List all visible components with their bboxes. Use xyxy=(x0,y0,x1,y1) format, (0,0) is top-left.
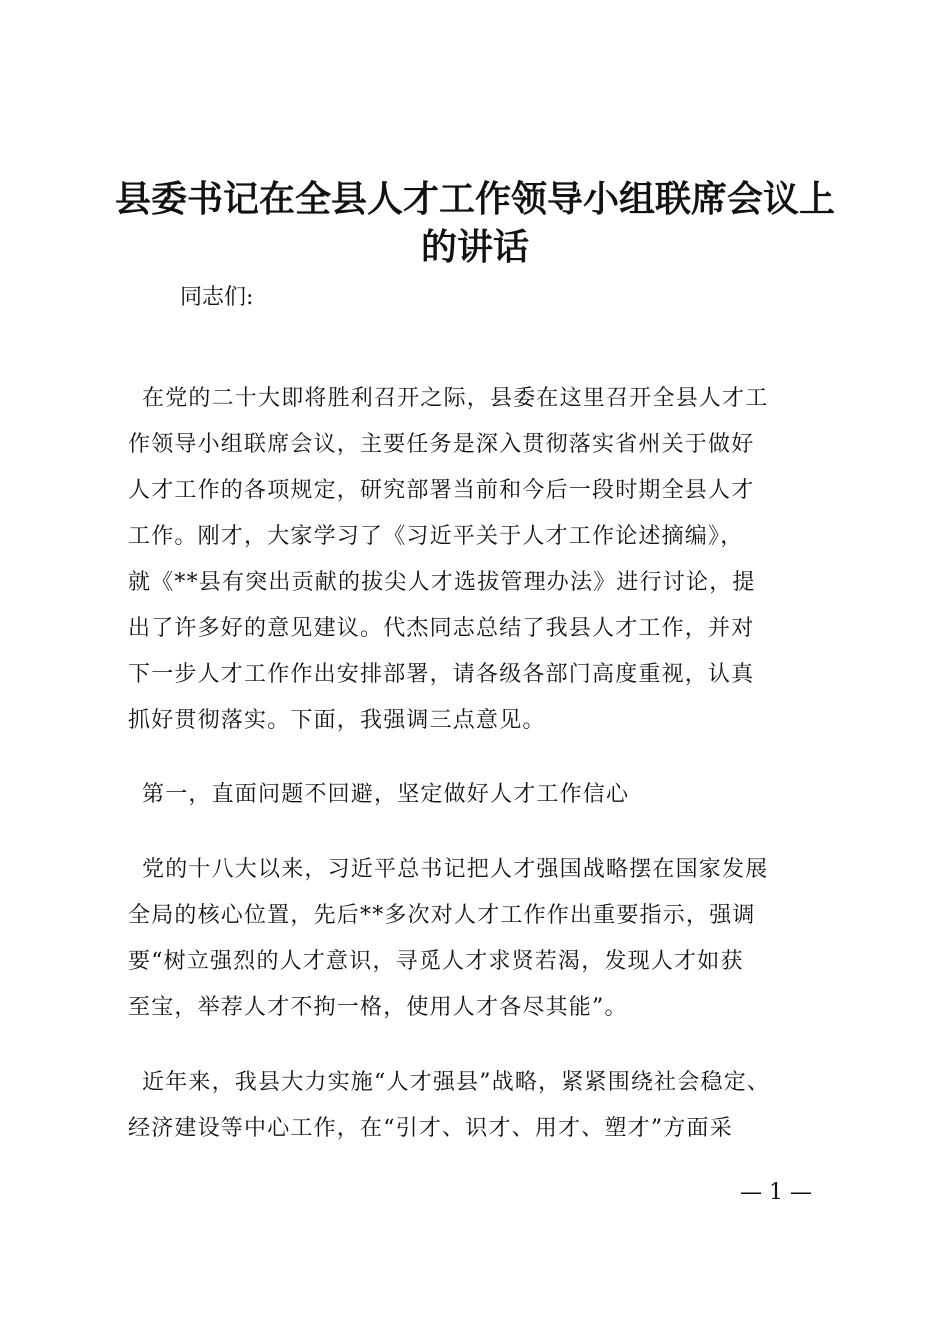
paragraph-2-line: 要“树立强烈的人才意识，寻觅人才求贤若渴，发现人才如获 xyxy=(128,949,744,974)
paragraph-1-line: 人才工作的各项规定，研究部署当前和今后一段时期全县人才 xyxy=(128,478,755,503)
paragraph-1-line: 就《**县有突出贡献的拔尖人才选拔管理办法》进行讨论，提 xyxy=(128,570,756,595)
paragraph-1-line: 作领导小组联席会议，主要任务是深入贯彻落实省州关于做好 xyxy=(128,432,755,457)
paragraph-2-line: 全局的核心位置，先后**多次对人才工作作出重要指示，强调 xyxy=(128,903,756,928)
document-title-line-1: 县委书记在全县人才工作领导小组联席会议上 xyxy=(114,178,835,220)
salutation: 同志们: xyxy=(180,285,254,310)
paragraph-1-line: 抓好贯彻落实。下面，我强调三点意见。 xyxy=(128,708,546,733)
paragraph-1-line: 在党的二十大即将胜利召开之际，县委在这里召开全县人才工 xyxy=(142,386,769,411)
document-title-line-2: 的讲话 xyxy=(420,226,529,268)
paragraph-2-line: 至宝，举荐人才不拘一格，使用人才各尽其能”。 xyxy=(128,995,628,1020)
paragraph-1-line: 出了许多好的意见建议。代杰同志总结了我县人才工作，并对 xyxy=(128,616,755,641)
paragraph-1-line: 工作。刚才，大家学习了《习近平关于人才工作论述摘编》， xyxy=(128,524,744,549)
section-heading-1: 第一，直面问题不回避，坚定做好人才工作信心 xyxy=(142,782,630,807)
paragraph-1-line: 下一步人才工作作出安排部署，请各级各部门高度重视，认真 xyxy=(128,662,755,687)
paragraph-3-line: 经济建设等中心工作，在“引才、识才、用才、塑才”方面采 xyxy=(128,1116,733,1141)
paragraph-2-line: 党的十八大以来，习近平总书记把人才强国战略摆在国家发展 xyxy=(142,857,769,882)
paragraph-3-line: 近年来，我县大力实施“人才强县”战略，紧紧围绕社会稳定、 xyxy=(142,1070,771,1095)
page-number: — 1 — xyxy=(740,1180,812,1205)
